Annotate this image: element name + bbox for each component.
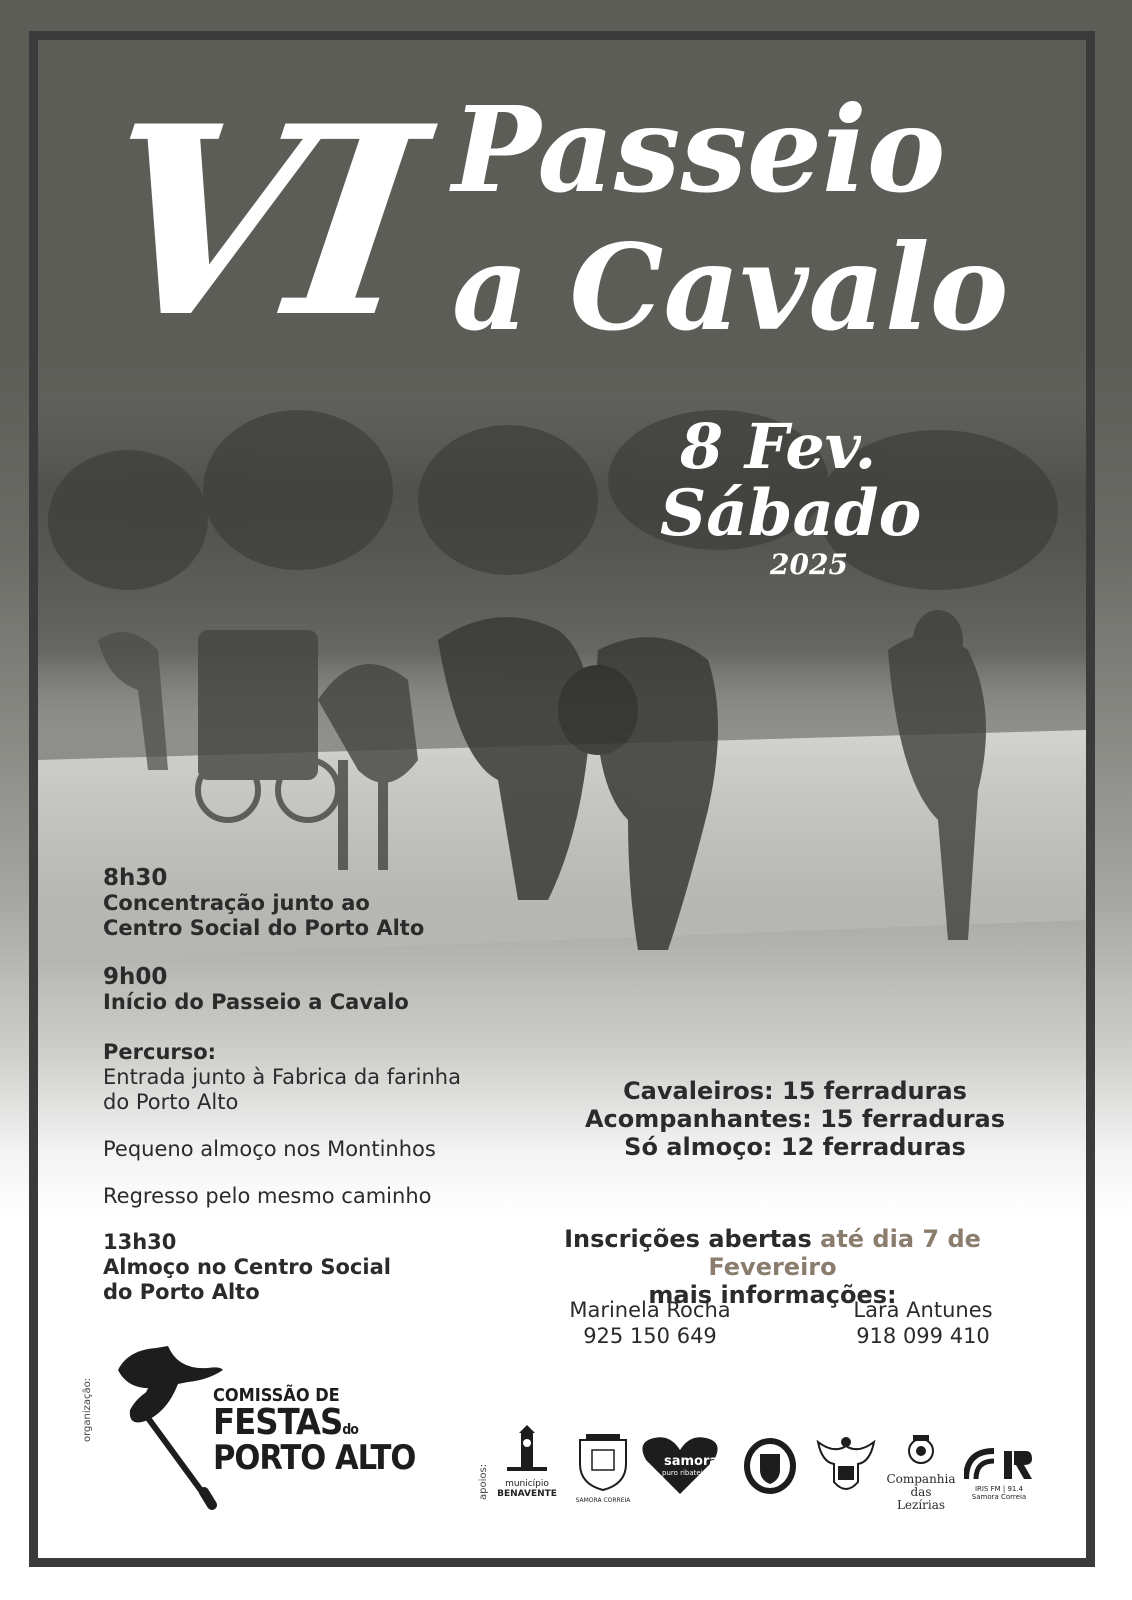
title-line-1: Passeio	[452, 80, 946, 219]
benavente-small: município	[505, 1479, 549, 1489]
price-riders: Cavaleiros: 15 ferraduras	[623, 1077, 967, 1105]
eagle-crest-logo	[814, 1432, 878, 1498]
edition-number: VI	[82, 70, 429, 375]
schedule-item-concentration	[103, 866, 424, 941]
breakfast-note: Pequeno almoço nos Montinhos	[103, 1137, 436, 1161]
schedule-desc: Almoço no Centro Social	[103, 1255, 391, 1279]
schedule-item-lunch	[103, 1230, 391, 1305]
club-shield-logo	[742, 1436, 798, 1496]
route-desc: Entrada junto à Fabrica da farinha	[103, 1065, 461, 1089]
samora-crest-logo	[572, 1432, 634, 1506]
eagle-icon	[814, 1432, 878, 1498]
samora-heart-text: samora	[664, 1454, 719, 1469]
more-info-label: mais informações:	[648, 1281, 897, 1309]
samora-heart-sub: puro ribatejo	[662, 1469, 707, 1477]
companhia-line-2: das Lezírias	[896, 1485, 946, 1512]
benavente-logo	[497, 1425, 557, 1499]
contact-name: Marinela Rocha	[569, 1298, 731, 1322]
registration-deadline: até dia 7 de Fevereiro	[708, 1225, 981, 1281]
iris-line-2: Samora Correia	[971, 1493, 1027, 1501]
schedule-time: 8h30	[103, 865, 168, 891]
title-line-2: a Cavalo	[452, 218, 1009, 357]
return-note: Regresso pelo mesmo caminho	[103, 1184, 432, 1208]
event-year: 2025	[770, 548, 848, 581]
route-desc: do Porto Alto	[103, 1090, 239, 1114]
event-date: 8 Fev.	[680, 410, 877, 483]
crown-crest-icon	[885, 1433, 957, 1469]
organizer-line-3: PORTO ALTO	[213, 1438, 416, 1478]
iris-line-1: IRIS FM | 91.4	[974, 1485, 1024, 1493]
route-label: Percurso:	[103, 1040, 217, 1064]
samora-heart-logo	[640, 1436, 720, 1496]
samora-crest-text: SAMORA CORREIA	[575, 1497, 631, 1504]
contact-phone: 918 099 410	[856, 1324, 990, 1348]
schedule-route	[103, 1040, 461, 1209]
radio-waves-icon	[964, 1445, 1034, 1481]
sponsors-label: apoios:	[478, 1463, 489, 1500]
contact-name: Lara Antunes	[853, 1298, 993, 1322]
schedule-desc: Centro Social do Porto Alto	[103, 916, 425, 940]
registration-open: Inscrições abertas	[564, 1225, 812, 1253]
price-lunch-only: Só almoço: 12 ferraduras	[624, 1133, 966, 1161]
price-list	[560, 1077, 1030, 1161]
organizer-line-2: FESTASdo	[213, 1402, 358, 1443]
schedule-item-start	[103, 965, 409, 1015]
schedule-time: 13h30	[103, 1230, 177, 1254]
schedule-desc: do Porto Alto	[103, 1280, 260, 1304]
benavente-name: BENAVENTE	[497, 1489, 557, 1499]
clock-tower-icon	[497, 1425, 557, 1475]
event-weekday: Sábado	[660, 476, 922, 551]
iris-fm-logo	[964, 1445, 1034, 1501]
crest-icon	[572, 1432, 634, 1492]
shield-icon	[742, 1436, 798, 1496]
organizer-label: organização:	[82, 1377, 93, 1442]
contact-card	[813, 1297, 1033, 1349]
schedule-time: 9h00	[103, 964, 168, 990]
organizer-line-1: COMISSÃO DE	[213, 1385, 340, 1406]
hat-and-whip-icon	[108, 1340, 228, 1510]
schedule-desc: Início do Passeio a Cavalo	[103, 990, 409, 1014]
companhia-line-1: Companhia	[886, 1472, 956, 1486]
companhia-lezirias-logo	[885, 1433, 957, 1512]
contact-phone: 925 150 649	[583, 1324, 717, 1348]
contact-card	[540, 1297, 760, 1349]
schedule-desc: Concentração junto ao	[103, 891, 370, 915]
price-companions: Acompanhantes: 15 ferraduras	[584, 1105, 1006, 1133]
